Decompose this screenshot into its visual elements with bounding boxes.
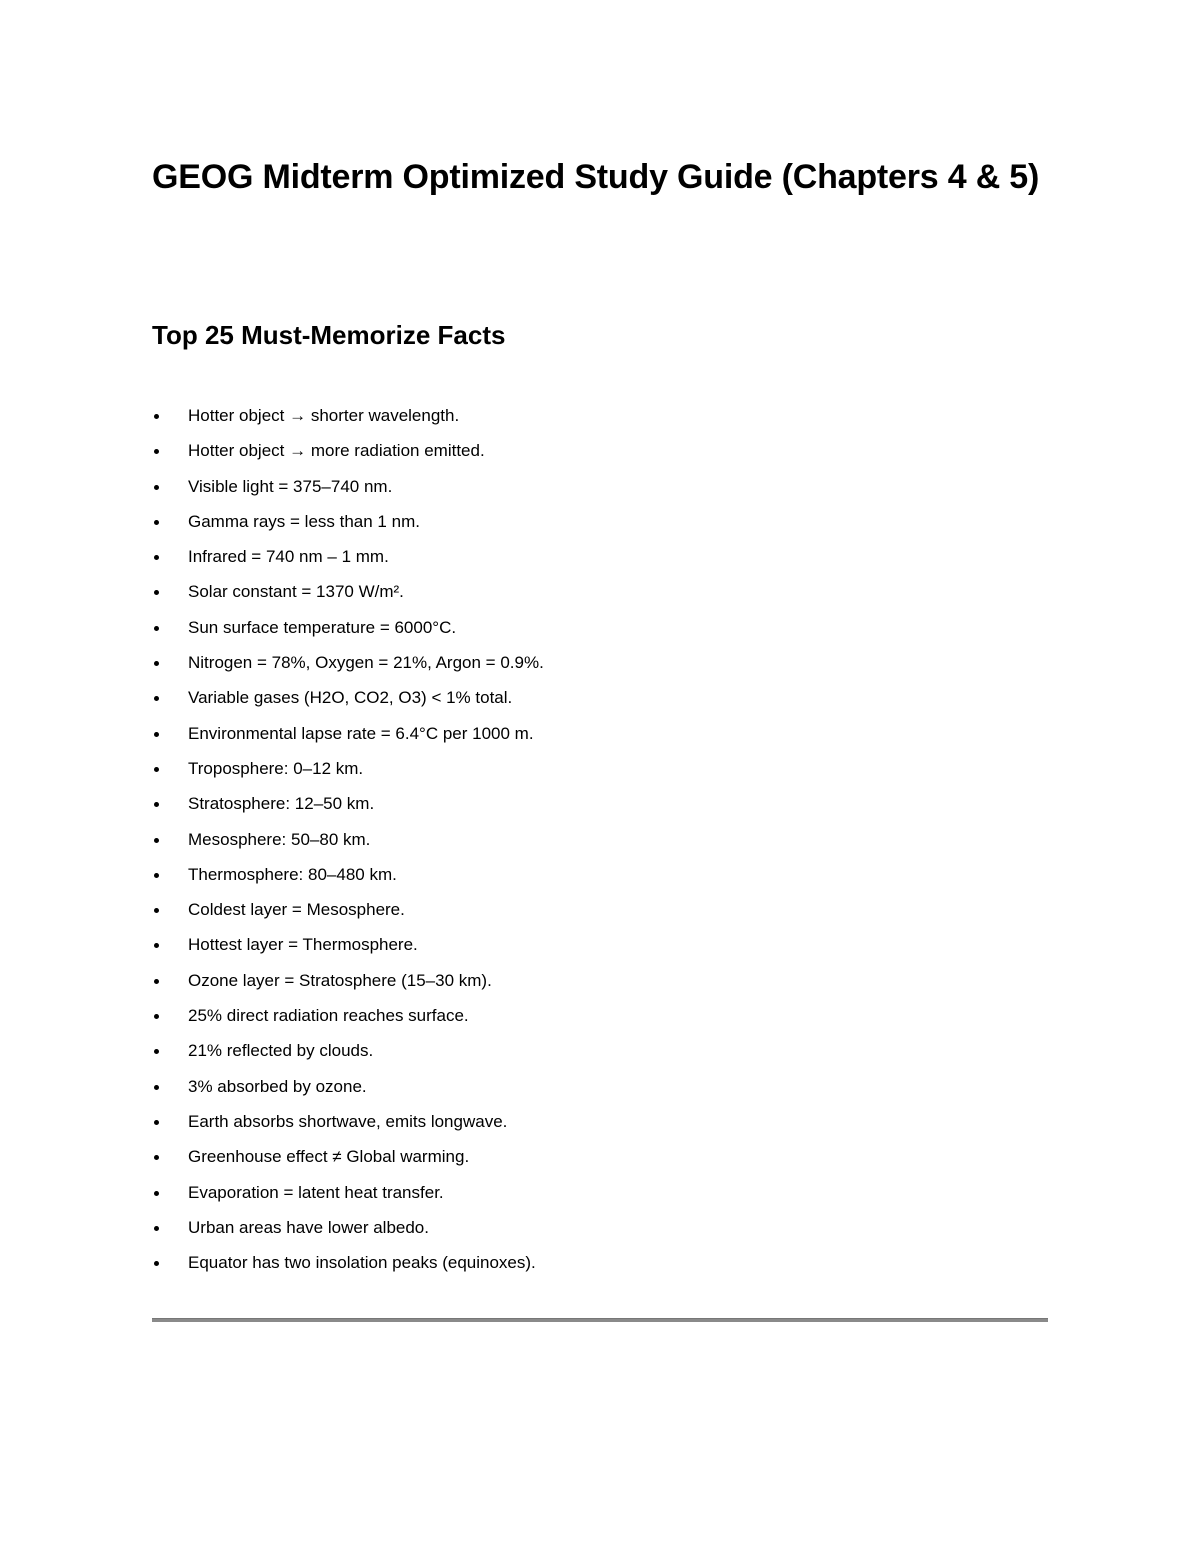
fact-text: Thermosphere: 80–480 km. bbox=[188, 864, 397, 884]
list-item bbox=[152, 857, 544, 892]
list-item bbox=[152, 680, 544, 715]
bullet-icon bbox=[154, 908, 159, 913]
list-item bbox=[152, 574, 544, 609]
fact-text: 21% reflected by clouds. bbox=[188, 1041, 374, 1061]
list-item bbox=[152, 927, 544, 962]
bullet-icon bbox=[154, 626, 159, 631]
list-item bbox=[152, 822, 544, 857]
fact-text: Environmental lapse rate = 6.4°C per 1000 m. bbox=[188, 723, 534, 743]
list-item bbox=[152, 610, 544, 645]
bullet-icon bbox=[154, 485, 159, 490]
list-item bbox=[152, 963, 544, 998]
bullet-icon bbox=[154, 873, 159, 878]
list-item bbox=[152, 998, 544, 1033]
list-item bbox=[152, 469, 544, 504]
fact-text: Sun surface temperature = 6000°C. bbox=[188, 617, 457, 637]
list-item bbox=[152, 1175, 544, 1210]
list-item bbox=[152, 1210, 544, 1245]
bullet-icon bbox=[154, 1155, 159, 1160]
fact-text: Hottest layer = Thermosphere. bbox=[188, 935, 418, 955]
facts-list bbox=[152, 398, 544, 1280]
bullet-icon bbox=[154, 1014, 159, 1019]
bullet-icon bbox=[154, 1261, 159, 1266]
fact-text: 25% direct radiation reaches surface. bbox=[188, 1006, 469, 1026]
list-item bbox=[152, 504, 544, 539]
bullet-icon bbox=[154, 696, 159, 701]
bullet-icon bbox=[154, 1049, 159, 1054]
fact-text: Solar constant = 1370 W/m². bbox=[188, 582, 404, 602]
list-item bbox=[152, 1245, 544, 1280]
list-item bbox=[152, 1069, 544, 1104]
list-item bbox=[152, 398, 544, 433]
document-title: GEOG Midterm Optimized Study Guide (Chapters 4 & 5) bbox=[152, 158, 1040, 196]
fact-text: Evaporation = latent heat transfer. bbox=[188, 1182, 444, 1202]
fact-text: Variable gases (H2O, CO2, O3) < 1% total. bbox=[188, 688, 513, 708]
fact-text: Ozone layer = Stratosphere (15–30 km). bbox=[188, 970, 492, 990]
bullet-icon bbox=[154, 1120, 159, 1125]
list-item bbox=[152, 645, 544, 680]
list-item bbox=[152, 751, 544, 786]
list-item bbox=[152, 1139, 544, 1174]
bullet-icon bbox=[154, 1226, 159, 1231]
fact-text: Hotter object → more radiation emitted. bbox=[188, 441, 485, 461]
fact-text: Infrared = 740 nm – 1 mm. bbox=[188, 547, 389, 567]
fact-text: Troposphere: 0–12 km. bbox=[188, 758, 364, 778]
fact-text: Urban areas have lower albedo. bbox=[188, 1217, 429, 1237]
fact-text: Mesosphere: 50–80 km. bbox=[188, 829, 371, 849]
fact-text: Gamma rays = less than 1 nm. bbox=[188, 511, 420, 531]
list-item bbox=[152, 1104, 544, 1139]
fact-text: Stratosphere: 12–50 km. bbox=[188, 794, 375, 814]
bullet-icon bbox=[154, 943, 159, 948]
list-item bbox=[152, 892, 544, 927]
list-item bbox=[152, 716, 544, 751]
bullet-icon bbox=[154, 590, 159, 595]
list-item bbox=[152, 539, 544, 574]
bullet-icon bbox=[154, 661, 159, 666]
bullet-icon bbox=[154, 555, 159, 560]
bullet-icon bbox=[154, 449, 159, 454]
fact-text: Greenhouse effect ≠ Global warming. bbox=[188, 1147, 470, 1167]
bullet-icon bbox=[154, 802, 159, 807]
list-item bbox=[152, 433, 544, 468]
bullet-icon bbox=[154, 1191, 159, 1196]
bullet-icon bbox=[154, 520, 159, 525]
fact-text: Visible light = 375–740 nm. bbox=[188, 476, 393, 496]
bullet-icon bbox=[154, 1085, 159, 1090]
bullet-icon bbox=[154, 732, 159, 737]
horizontal-rule bbox=[152, 1318, 1048, 1322]
bullet-icon bbox=[154, 838, 159, 843]
list-item bbox=[152, 1033, 544, 1068]
bullet-icon bbox=[154, 414, 159, 419]
fact-text: Earth absorbs shortwave, emits longwave. bbox=[188, 1111, 508, 1131]
bullet-icon bbox=[154, 979, 159, 984]
fact-text: 3% absorbed by ozone. bbox=[188, 1076, 367, 1096]
bullet-icon bbox=[154, 767, 159, 772]
fact-text: Hotter object → shorter wavelength. bbox=[188, 406, 460, 425]
fact-text: Equator has two insolation peaks (equinoxes). bbox=[188, 1253, 536, 1273]
fact-text: Coldest layer = Mesosphere. bbox=[188, 900, 405, 920]
fact-text: Nitrogen = 78%, Oxygen = 21%, Argon = 0.9%. bbox=[188, 653, 544, 673]
list-item bbox=[152, 786, 544, 821]
section-heading: Top 25 Must-Memorize Facts bbox=[152, 320, 506, 350]
